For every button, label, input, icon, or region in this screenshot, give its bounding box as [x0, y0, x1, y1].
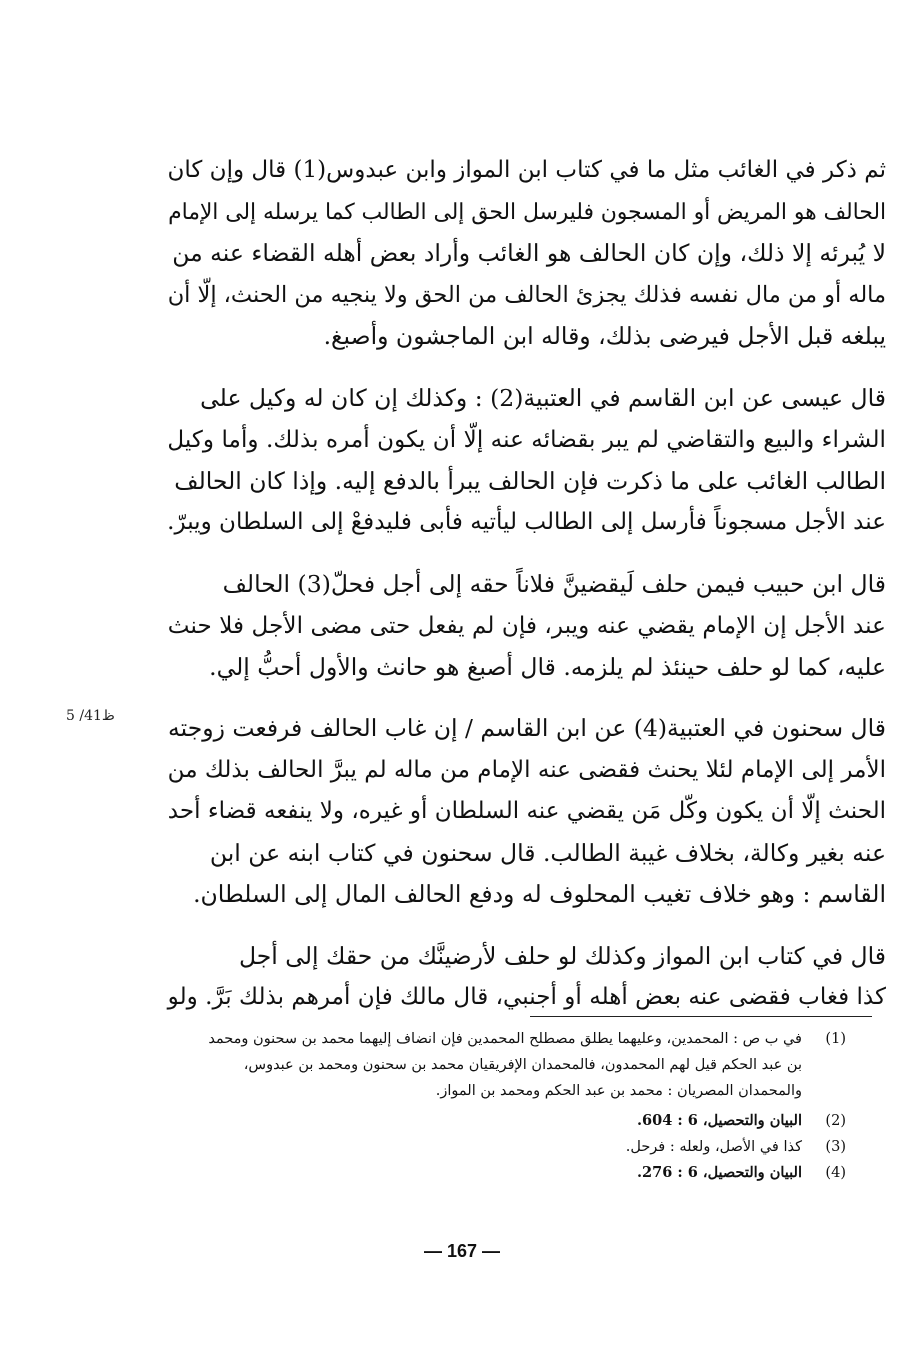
page-number: — 167 — — [423, 1241, 501, 1261]
footnote-line: في ب ص : المحمدين، وعليهما يطلق مصطلح المحمدين فإن انضاف إليهما محمد بن سحنون ومحمد — [208, 1031, 802, 1047]
footnote-separator — [530, 1016, 872, 1017]
text-line: كذا فغاب فقضى عنه بعض أهله أو أجنبي، قال مالك فإن أمرهم بذلك بَرَّ. ولو — [167, 984, 886, 1010]
text-line: لا يُبرئه إلا ذلك، وإن كان الحالف هو الغائب وأراد بعض أهله القضاء عنه من — [172, 239, 886, 267]
paragraph-5 — [160, 936, 886, 1019]
text-line: ماله أو من مال نفسه فذلك يجزئ الحالف من الحق ولا ينجيه من الحنث، إلّا أن — [167, 281, 886, 308]
footnote-1 — [160, 1026, 846, 1104]
footnote-number: (2) — [825, 1113, 846, 1129]
footnote-line: كذا في الأصل، ولعله : فرحل. — [625, 1139, 802, 1155]
text-line: الطالب الغائب على ما ذكرت فإن الحالف يبرأ بالدفع إليه. وإذا كان الحالف — [174, 466, 886, 495]
footnote-number: (4) — [825, 1165, 846, 1181]
paragraph-2 — [160, 378, 886, 544]
footnote-line: البيان والتحصيل، 6 : 604. — [636, 1112, 802, 1129]
text-line: عليه، كما لو حلف حينئذ لم يلزمه. قال أصبغ هو حانث والأول أحبُّ إلي. — [209, 652, 886, 681]
footnote-number: (3) — [825, 1139, 846, 1155]
footnote-number: (1) — [825, 1031, 846, 1047]
footnote-2 — [160, 1108, 846, 1134]
footnote-text — [160, 1108, 802, 1134]
paragraph-4 — [160, 708, 886, 916]
footnote-text — [160, 1026, 802, 1104]
footnotes — [160, 1026, 846, 1186]
text-line: الحالف هو المريض أو المسجون فليرسل الحق إلى الطالب كما يرسله إلى الإمام — [168, 199, 886, 225]
footnote-4 — [160, 1160, 846, 1186]
footnote-line: والمحمدان المصريان : محمد بن عبد الحكم ومحمد بن المواز. — [435, 1083, 802, 1099]
footnote-text — [160, 1160, 802, 1186]
text-line: القاسم : وهو خلاف تغيب المحلوف له ودفع الحالف المال إلى السلطان. — [193, 880, 886, 908]
text-line: الشراء والبيع والتقاضي لم يبر بقضائه عنه إلّا أن يكون أمره بذلك. وأما وكيل — [167, 426, 886, 453]
paragraph-1 — [160, 150, 886, 358]
text-line: قال في كتاب ابن المواز وكذلك لو حلف لأرضينَّك من حقك إلى أجل — [238, 941, 886, 970]
text-line: قال ابن حبيب فيمن حلف لَيقضينَّ فلاناً حقه إلى أجل فحلّ(3) الحالف — [222, 569, 886, 598]
manuscript-folio-note: 5 /41ظ — [66, 708, 115, 724]
footnote-text — [160, 1134, 802, 1160]
text-line: ثم ذكر في الغائب مثل ما في كتاب ابن المواز وابن عبدوس(1) قال وإن كان — [167, 157, 886, 183]
text-line: الأمر إلى الإمام لئلا يحنث فقضى عنه الإمام من ماله لم يبرَّ الحالف بذلك من — [167, 756, 886, 783]
text-line: قال عيسى عن ابن القاسم في العتبية(2) : وكذلك إن كان له وكيل على — [200, 383, 886, 412]
text-line: عنه بغير وكالة، بخلاف غيبة الطالب. قال سحنون في كتاب ابنه عن ابن — [209, 838, 886, 867]
text-line: الحنث إلّا أن يكون وكّل مَن يقضي عنه السلطان أو غيره، ولا ينفعه قضاء أحد — [167, 798, 886, 824]
main-text — [160, 150, 886, 1019]
footnote-line: البيان والتحصيل، 6 : 276. — [636, 1164, 802, 1181]
text-line: عند الأجل مسجوناً فأرسل إلى الطالب ليأتيه فأبى فليدفعْ إلى السلطان ويبرّ. — [167, 509, 886, 535]
footnote-line: بن عبد الحكم قيل لهم المحمدون، فالمحمدان الإفريقيان محمد بن سحنون ومحمد بن عبدوس، — [243, 1057, 802, 1073]
text-line: عند الأجل إن الإمام يقضي عنه ويبر، فإن لم يفعل حتى مضى الأجل فلا حنث — [167, 612, 886, 639]
paragraph-3 — [160, 564, 886, 689]
text-line: قال سحنون في العتبية(4) عن ابن القاسم / إن غاب الحالف فرفعت زوجته — [168, 714, 886, 742]
text-line: يبلغه قبل الأجل فيرضى بذلك، وقاله ابن الماجشون وأصبغ. — [323, 322, 886, 350]
footnote-3 — [160, 1134, 846, 1160]
